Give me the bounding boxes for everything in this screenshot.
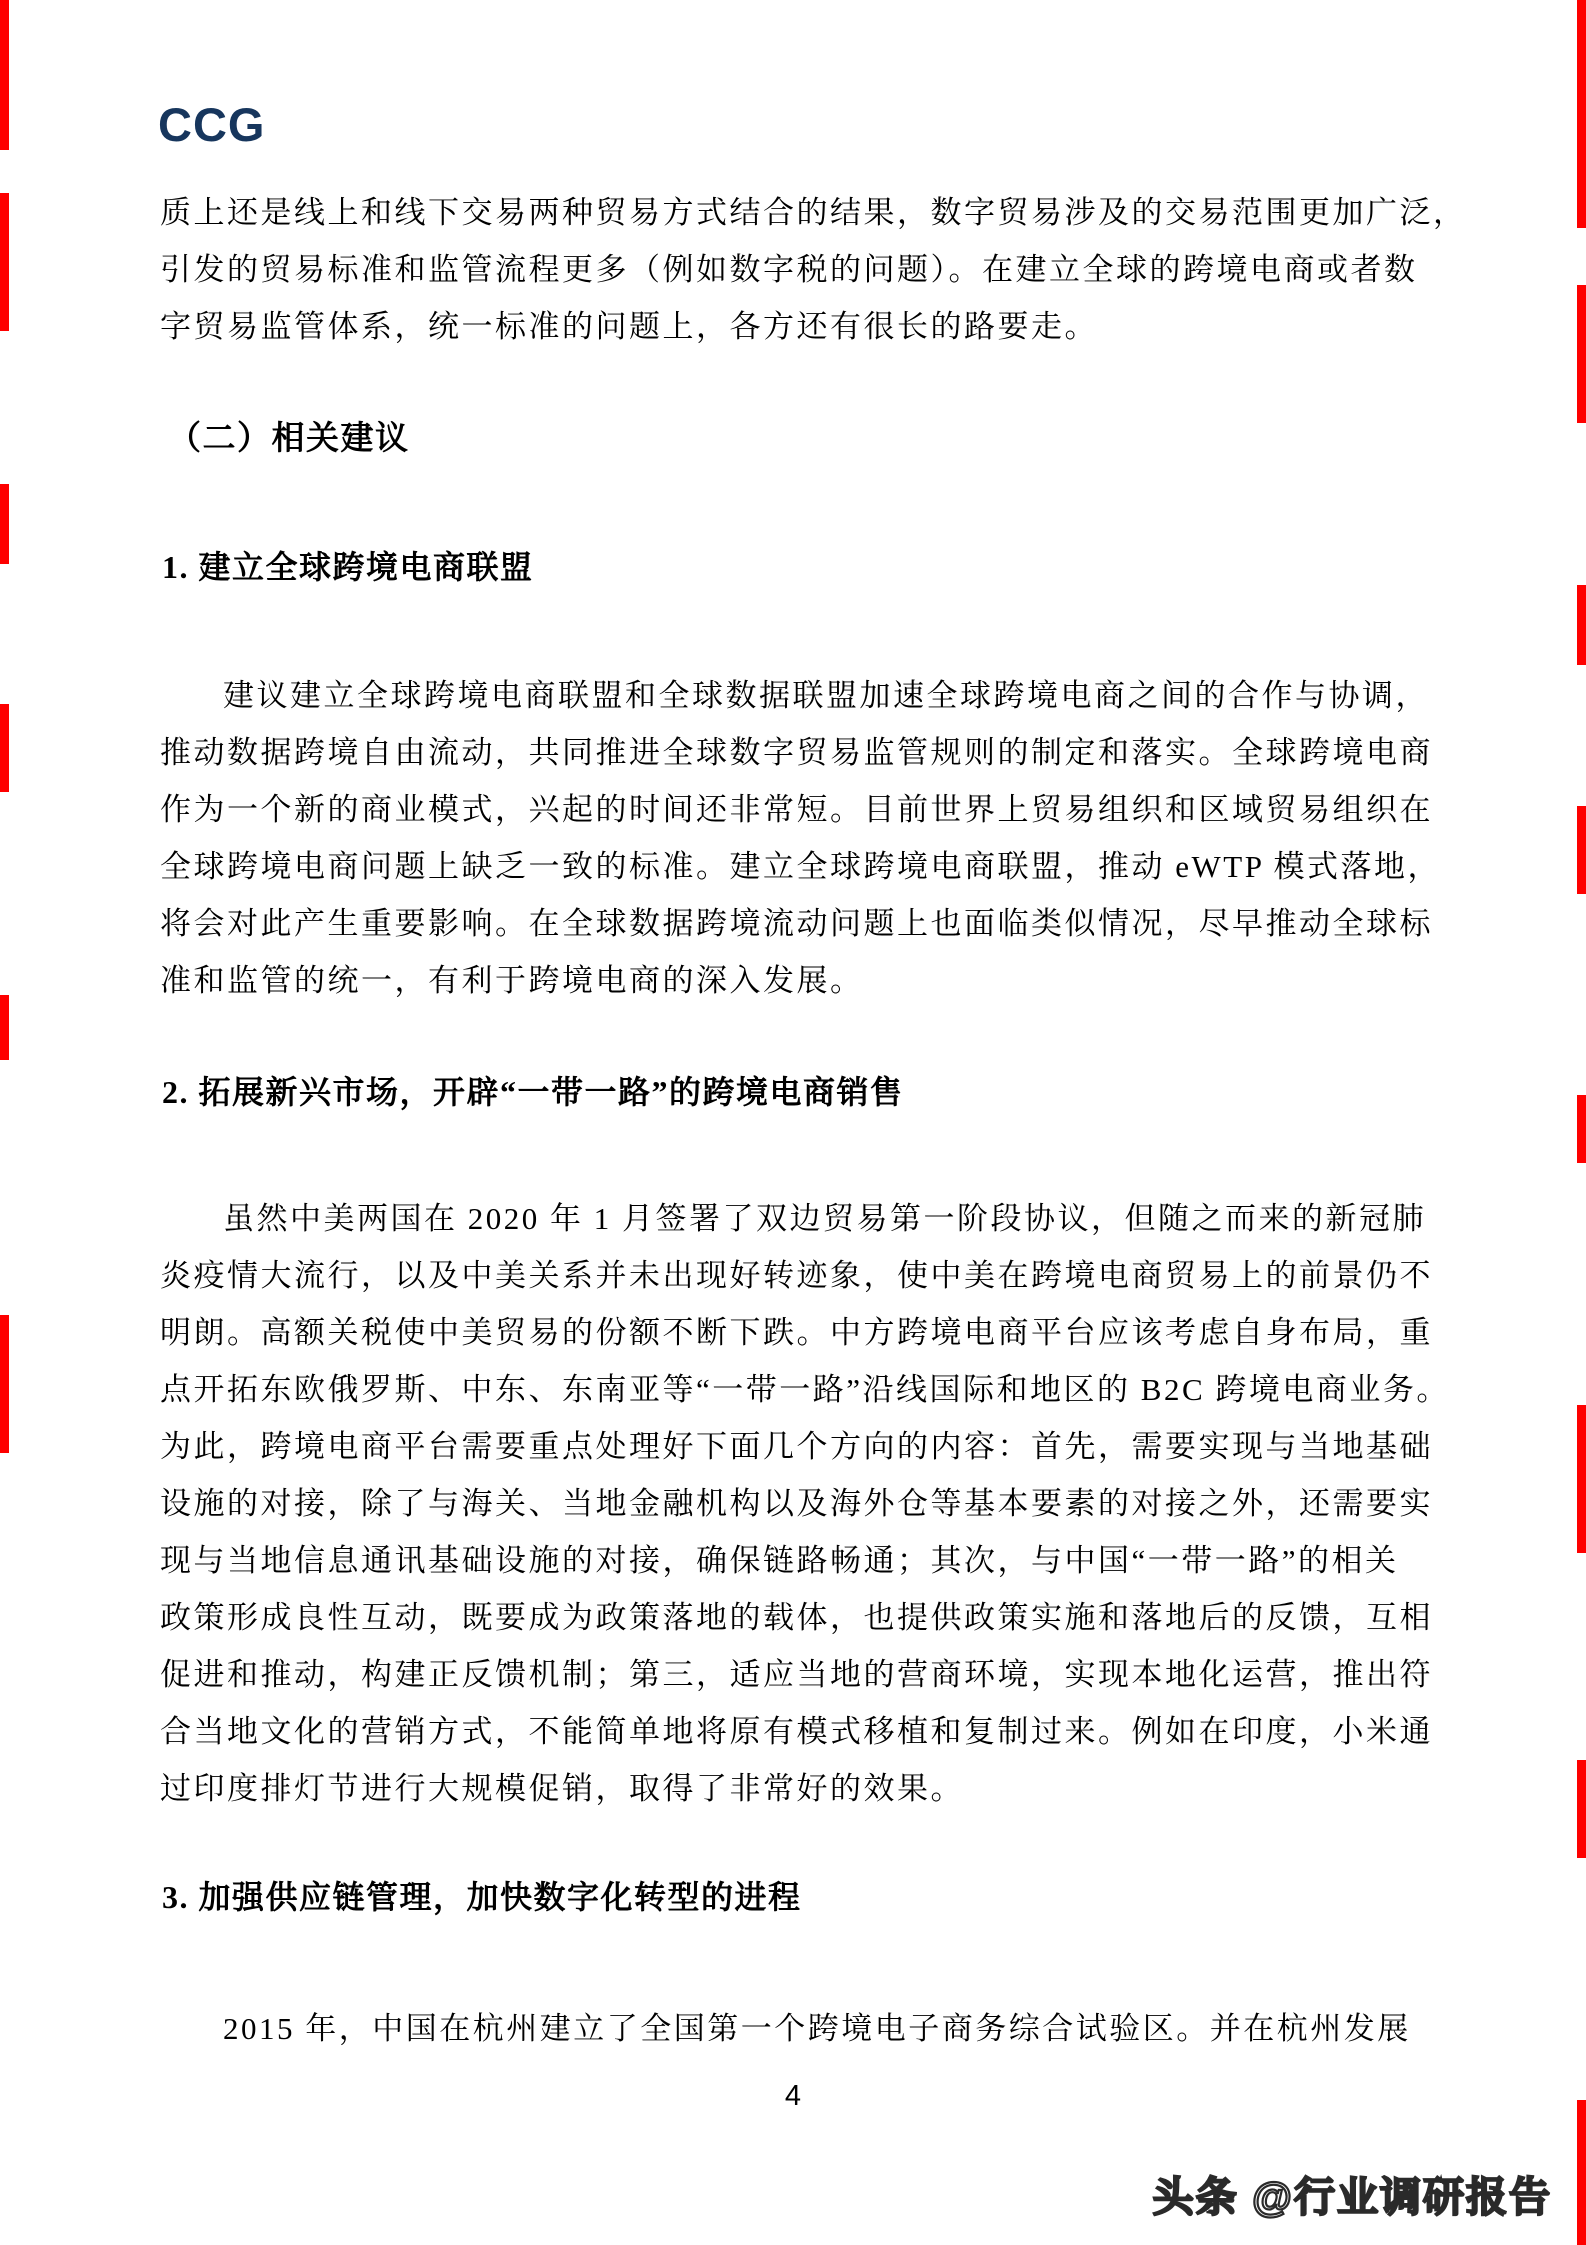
- red-edge-marker: [1577, 0, 1586, 228]
- subsection-2-heading: 2. 拓展新兴市场，开辟“一带一路”的跨境电商销售: [162, 1074, 904, 1110]
- paragraph-line: 建议建立全球跨境电商联盟和全球数据联盟加速全球跨境电商之间的合作与协调，: [223, 678, 1429, 713]
- paragraph-line: 2015 年，中国在杭州建立了全国第一个跨境电子商务综合试验区。并在杭州发展: [223, 2011, 1411, 2046]
- red-edge-marker: [1577, 806, 1586, 894]
- red-edge-marker: [0, 193, 9, 331]
- red-edge-marker: [0, 1315, 9, 1453]
- paragraph-line: 全球跨境电商问题上缺乏一致的标准。建立全球跨境电商联盟，推动 eWTP 模式落地，: [160, 849, 1442, 884]
- ccg-logo: CCG: [158, 98, 266, 151]
- paragraph-line: 虽然中美两国在 2020 年 1 月签署了双边贸易第一阶段协议，但随之而来的新冠肺: [223, 1201, 1426, 1236]
- paragraph-line: 引发的贸易标准和监管流程更多（例如数字税的问题）。在建立全球的跨境电商或者数: [160, 252, 1418, 287]
- toutiao-watermark: 头条 @行业调研报告: [1152, 2174, 1552, 2220]
- red-edge-marker: [1577, 585, 1586, 665]
- paragraph-line: 炎疫情大流行，以及中美关系并未出现好转迹象，使中美在跨境电商贸易上的前景仍不: [160, 1258, 1433, 1293]
- paragraph-line: 质上还是线上和线下交易两种贸易方式结合的结果，数字贸易涉及的交易范围更加广泛，: [160, 195, 1467, 230]
- paragraph-line: 促进和推动，构建正反馈机制；第三，适应当地的营商环境，实现本地化运营，推出符: [160, 1657, 1433, 1692]
- paragraph-line: 合当地文化的营销方式，不能简单地将原有模式移植和复制过来。例如在印度，小米通: [160, 1714, 1433, 1749]
- paragraph-line: 明朗。高额关税使中美贸易的份额不断下跌。中方跨境电商平台应该考虑自身布局，重: [160, 1315, 1433, 1350]
- paragraph-line: 现与当地信息通讯基础设施的对接，确保链路畅通；其次，与中国“一带一路”的相关: [160, 1543, 1399, 1578]
- paragraph-line: 作为一个新的商业模式，兴起的时间还非常短。目前世界上贸易组织和区域贸易组织在: [160, 792, 1433, 827]
- paragraph-line: 字贸易监管体系，统一标准的问题上，各方还有很长的路要走。: [160, 309, 1098, 344]
- intro-paragraph: [160, 184, 1467, 355]
- page-number: 4: [784, 2080, 802, 2112]
- red-edge-marker: [1577, 2100, 1586, 2245]
- paragraph-line: 设施的对接，除了与海关、当地金融机构以及海外仓等基本要素的对接之外，还需要实: [160, 1486, 1433, 1521]
- subsection-1-heading: 1. 建立全球跨境电商联盟: [162, 549, 534, 585]
- subsection-3-heading: 3. 加强供应链管理，加快数字化转型的进程: [162, 1879, 802, 1915]
- red-edge-marker: [0, 0, 9, 150]
- paragraph-line: 准和监管的统一，有利于跨境电商的深入发展。: [160, 963, 864, 998]
- red-edge-marker: [1577, 1095, 1586, 1163]
- paragraph-line: 政策形成良性互动，既要成为政策落地的载体，也提供政策实施和落地后的反馈，互相: [160, 1600, 1433, 1635]
- red-edge-marker: [1577, 1760, 1586, 1858]
- paragraph-line: 将会对此产生重要影响。在全球数据跨境流动问题上也面临类似情况，尽早推动全球标: [160, 906, 1433, 941]
- paragraph-line: 点开拓东欧俄罗斯、中东、东南亚等“一带一路”沿线国际和地区的 B2C 跨境电商业务。: [160, 1372, 1450, 1407]
- paragraph-line: 推动数据跨境自由流动，共同推进全球数字贸易监管规则的制定和落实。全球跨境电商: [160, 735, 1433, 770]
- subsection-2-paragraph: [160, 1190, 1450, 1817]
- red-edge-marker: [1577, 1405, 1586, 1553]
- section-heading: （二）相关建议: [168, 421, 410, 457]
- subsection-3-paragraph: [160, 2000, 1436, 2057]
- red-edge-marker: [0, 995, 9, 1060]
- paragraph-line: 为此，跨境电商平台需要重点处理好下面几个方向的内容：首先，需要实现与当地基础: [160, 1429, 1433, 1464]
- red-edge-marker: [0, 484, 9, 564]
- red-edge-marker: [1577, 285, 1586, 423]
- paragraph-line: 过印度排灯节进行大规模促销，取得了非常好的效果。: [160, 1771, 964, 1806]
- subsection-1-paragraph: [160, 667, 1442, 1009]
- red-edge-marker: [0, 704, 9, 792]
